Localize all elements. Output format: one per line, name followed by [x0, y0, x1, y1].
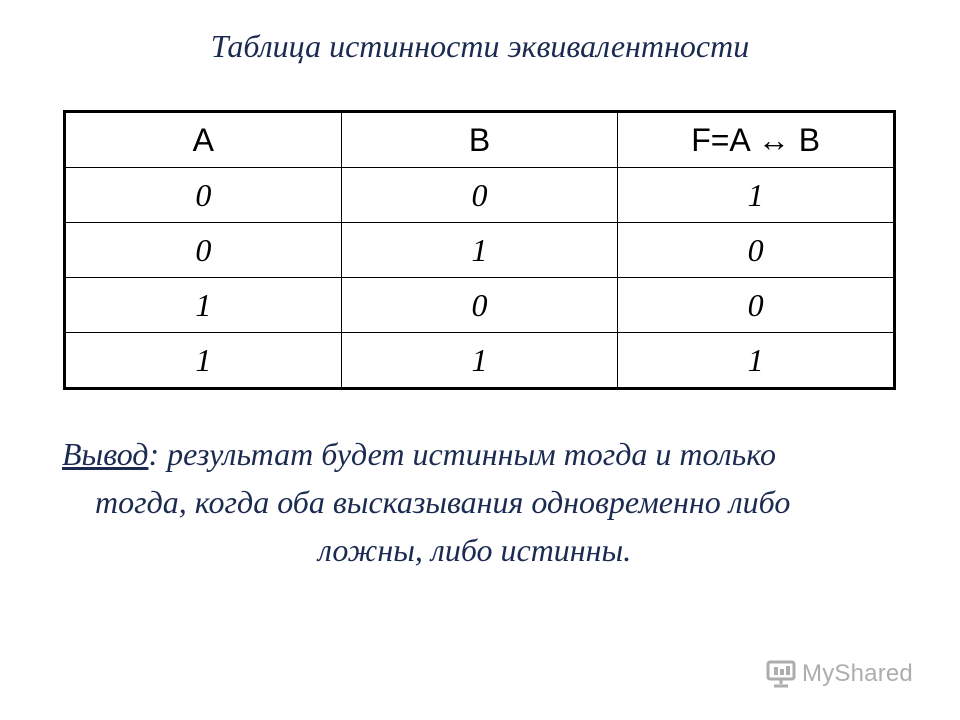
conclusion-line-1 — [62, 430, 912, 478]
slide-title: Таблица истинности эквивалентности — [210, 28, 750, 64]
table-cell: 0 — [341, 168, 618, 223]
conclusion-line-1-rest: результат будет истинным тогда и только — [159, 436, 776, 472]
table-cell: 1 — [65, 278, 342, 333]
table-cell: 1 — [341, 333, 618, 389]
table-cell: 0 — [618, 278, 895, 333]
table-cell: 1 — [618, 333, 895, 389]
table-cell: 1 — [65, 333, 342, 389]
table-cell: 1 — [341, 223, 618, 278]
header-a: A — [65, 112, 342, 168]
table-row — [65, 168, 895, 223]
watermark — [766, 656, 913, 692]
truth-table — [63, 110, 896, 390]
conclusion-text — [62, 430, 912, 574]
header-f: F=A ↔ B — [618, 112, 895, 168]
table-header-row — [65, 112, 895, 168]
watermark-text: MyShared — [802, 660, 913, 687]
conclusion-line-2: тогда, когда оба высказывания одновременно либо — [95, 484, 791, 520]
table-cell: 0 — [618, 223, 895, 278]
table-row — [65, 333, 895, 389]
conclusion-term: Вывод — [62, 436, 149, 472]
table-row — [65, 278, 895, 333]
header-b: B — [341, 112, 618, 168]
table-row — [65, 223, 895, 278]
table-cell: 0 — [65, 168, 342, 223]
conclusion-colon: : — [148, 436, 160, 472]
table-cell: 0 — [341, 278, 618, 333]
table-cell: 0 — [65, 223, 342, 278]
presentation-board-icon — [766, 660, 796, 688]
table-cell: 1 — [618, 168, 895, 223]
conclusion-line-3: ложны, либо истинны. — [318, 532, 632, 568]
